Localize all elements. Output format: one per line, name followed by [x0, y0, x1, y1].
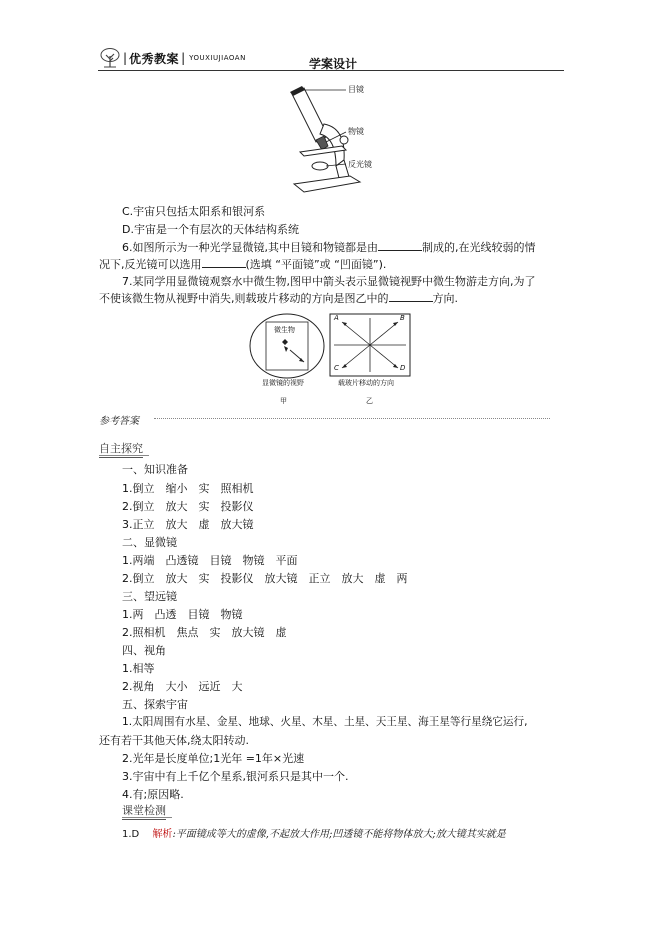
answer-line: 1.倒立 缩小 实 照相机: [122, 482, 254, 495]
q7-text-b: 方向.: [432, 292, 458, 305]
slide-direction-diagram: [328, 312, 412, 388]
q6-text-a: 6.如图所示为一种光学显微镜,其中目镜和物镜都是由: [122, 241, 378, 254]
answer-line: 4.有;原因略.: [122, 788, 184, 801]
microscope-figure: [280, 84, 420, 200]
answer-line: 2.倒立 放大 实 投影仪 放大镜 正立 放大 虚 两: [122, 572, 408, 585]
answer-line: 1.两 凸透 目镜 物镜: [122, 608, 243, 621]
answer-line: 四、视角: [122, 644, 166, 657]
field-of-view-diagram: [248, 312, 326, 388]
figure-jia: [248, 312, 326, 388]
self-study-heading: 自主探究: [99, 440, 143, 458]
answer-line: 五、探索宇宙: [122, 698, 188, 711]
answer-line: 3.正立 放大 虚 放大镜: [122, 518, 254, 531]
answer-line: 一、知识准备: [122, 463, 188, 476]
answer-line: 1.相等: [122, 662, 155, 675]
answer-line: 2.视角 大小 远近 大: [122, 680, 243, 693]
label-microbe: 微生物: [274, 326, 295, 334]
label-mirror: 反光镜: [348, 160, 372, 169]
option-d: D.宇宙是一个有层次的天体结构系统: [122, 223, 299, 236]
answer-line: 三、望远镜: [122, 590, 177, 603]
header-rule: [98, 70, 564, 71]
answer-line: 2.照相机 焦点 实 放大镜 虚: [122, 626, 287, 639]
q6-text-b: 制成的,在光线较弱的情: [422, 241, 536, 254]
q7-blank[interactable]: [389, 291, 433, 302]
figure-name-yi: 乙: [366, 397, 373, 405]
letter-c: C: [334, 364, 339, 372]
letter-a: A: [334, 314, 339, 322]
q6-line2: [99, 257, 386, 272]
option-c: C.宇宙只包括太阳系和银河系: [122, 205, 266, 218]
page-title: 学案设计: [309, 57, 358, 71]
answer-line: 2.倒立 放大 实 投影仪: [122, 500, 254, 513]
q6-blank-2[interactable]: [202, 257, 246, 268]
q7-line2: [99, 291, 458, 306]
figure-yi: [328, 312, 412, 388]
analysis-text: :平面镜成等大的虚像,不起放大作用;凹透镜不能将物体放大;放大镜其实就是: [172, 829, 506, 840]
q7-line1: 7.某同学用显微镜观察水中微生物,图甲中箭头表示显微镜视野中微生物游走方向,为了: [122, 275, 536, 288]
reference-heading: 参考答案: [99, 416, 139, 427]
class-check-answer-1: [122, 827, 506, 842]
answer-line: 1.太阳周围有水星、金星、地球、火星、木星、土星、天王星、海王星等行星绕它运行,: [122, 716, 528, 728]
q7-text-a: 不使该微生物从视野中消失,则载玻片移动的方向是图乙中的: [99, 292, 389, 305]
figure-name-jia: 甲: [280, 397, 287, 405]
q6-blank-1[interactable]: [378, 240, 422, 251]
label-eyepiece: 目镜: [348, 85, 364, 94]
label-objective: 物镜: [348, 127, 364, 136]
class-check-rule: [122, 817, 172, 818]
logo-text-en: YOUXIUJIAOAN: [189, 54, 246, 62]
answer-line: 还有若干其他天体,绕太阳转动.: [99, 734, 249, 747]
q6-text-c: 况下,反光镜可以选用: [99, 258, 202, 271]
answer-number: 1.D: [122, 829, 140, 840]
logo-text-cn: 优秀教案: [129, 51, 180, 66]
class-check-heading: 课堂检测: [122, 802, 166, 820]
tree-logo-icon: [99, 48, 121, 68]
letter-d: D: [400, 364, 406, 372]
letter-b: B: [400, 314, 405, 322]
q6-line1: [122, 240, 536, 255]
caption-yi: 载玻片移动的方向: [338, 379, 394, 387]
answer-line: 3.宇宙中有上千亿个星系,银河系只是其中一个.: [122, 770, 349, 783]
header-logo: | 优秀教案 | YOUXIUJIAOAN: [99, 48, 246, 68]
answer-line: 二、显微镜: [122, 536, 177, 549]
microscope-illustration: [280, 84, 420, 196]
q6-text-d: (选填 “平面镜”或 “凹面镜”).: [245, 258, 387, 271]
reference-dotted-rule: [154, 418, 550, 419]
answer-line: 1.两端 凸透镜 目镜 物镜 平面: [122, 554, 298, 567]
answer-line: 2.光年是长度单位;1光年 =1年×光速: [122, 752, 305, 765]
self-study-rule: [99, 455, 149, 456]
caption-jia: 显微镜的视野: [262, 379, 304, 387]
analysis-label: 解析: [152, 829, 173, 840]
